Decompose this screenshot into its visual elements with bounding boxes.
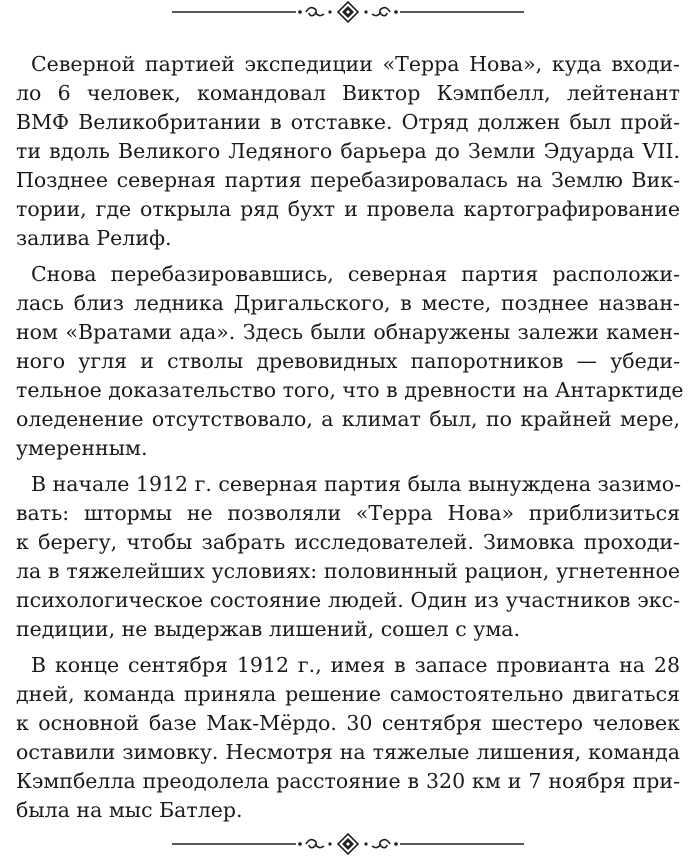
text-line: Позднее северная партия перебазировалась на Землю Вик-	[16, 168, 680, 192]
text-line: залива Релиф.	[16, 226, 172, 250]
text-line: оледенение отсутствовало, а климат был, по крайней мере,	[16, 407, 680, 431]
text-line: ВМФ Великобритании в отставке. Отряд должен был прой-	[16, 110, 680, 134]
text-line: ти вдоль Великого Ледяного барьера до Земли Эдуарда VII.	[16, 139, 680, 163]
text-line: Кэмпбелла преодолела расстояние в 320 км и 7 ноября при-	[16, 769, 680, 793]
text-line: психологическое состояние людей. Один из участников экс-	[16, 588, 680, 612]
text-line: ном «Вратами ада». Здесь были обнаружены залежи камен-	[16, 320, 680, 344]
text-line: тории, где открыла ряд бухт и провела картографирование	[16, 197, 680, 221]
text-line: вать: штормы не позволяли «Терра Нова» приблизиться	[16, 501, 680, 525]
paragraph-1	[16, 50, 680, 253]
text-line: ла в тяжелейших условиях: половинный рацион, угнетенное	[16, 559, 680, 583]
text-line: В конце сентября 1912 г., имея в запасе провианта на 28	[31, 653, 680, 677]
text-line: тельное доказательство того, что в древности на Антарктиде	[16, 378, 684, 402]
text-line: оставили зимовку. Несмотря на тяжелые лишения, команда	[16, 740, 680, 764]
paragraph-3	[16, 470, 680, 644]
text-line: умеренным.	[16, 436, 148, 460]
text-line: ного угля и стволы древовидных папоротников — убеди-	[16, 349, 680, 373]
text-line: ло 6 человек, командовал Виктор Кэмпбелл, лейтенант	[16, 81, 680, 105]
text-line: В начале 1912 г. северная партия была вынуждена зазимо-	[31, 472, 682, 496]
top-ornament-divider	[172, 0, 524, 24]
text-line: дней, команда приняла решение самостоятельно двигаться	[16, 682, 680, 706]
text-line: к берегу, чтобы забрать исследователей. Зимовка проходи-	[16, 530, 680, 554]
text-line: лась близ ледника Дригальского, в месте, позднее назван-	[16, 291, 680, 315]
ornament-flourish-icon	[172, 832, 524, 856]
text-line: Снова перебазировавшись, северная партия расположи-	[31, 262, 680, 286]
bottom-ornament-divider	[172, 832, 524, 856]
paragraph-4	[16, 651, 680, 825]
paragraph-2	[16, 260, 684, 463]
page-body-text	[16, 50, 684, 832]
text-line: Северной партией экспедиции «Терра Нова», куда входи-	[31, 52, 680, 76]
text-line: была на мыс Батлер.	[16, 798, 243, 822]
text-line: педиции, не выдержав лишений, сошел с ума.	[16, 617, 521, 641]
text-line: к основной базе Мак-Мёрдо. 30 сентября шестеро человек	[16, 711, 680, 735]
ornament-flourish-icon	[172, 0, 524, 24]
